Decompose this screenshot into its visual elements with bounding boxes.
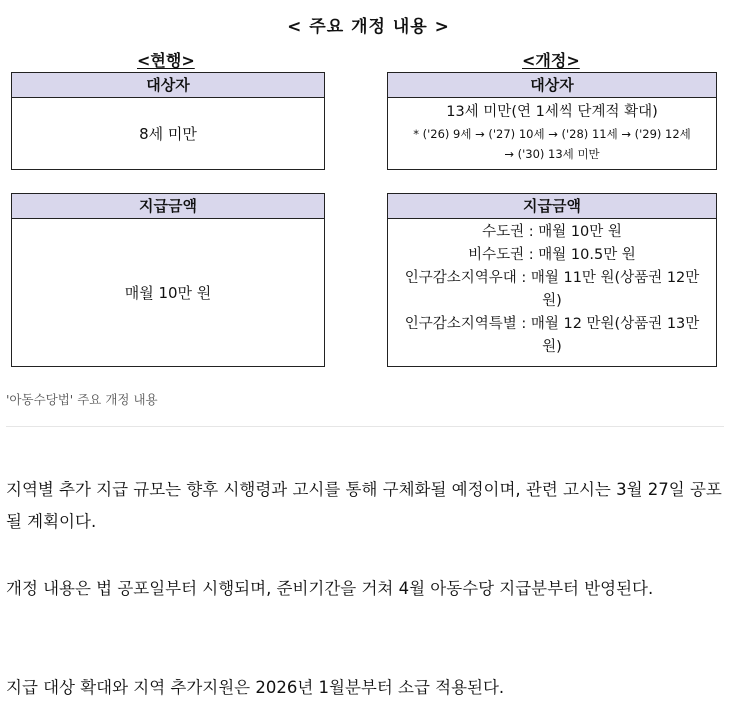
revised-target-note-1: * ('26) 9세 → ('27) 10세 → ('28) 11세 → ('29) 12세	[413, 127, 691, 141]
revised-target-box	[387, 72, 717, 170]
paragraph-1: 지역별 추가 지급 규모는 향후 시행령과 고시를 통해 구체화될 예정이며, 관련 고시는 3월 27일 공포될 계획이다.	[6, 480, 722, 531]
figure-title: < 주요 개정 내용 >	[287, 17, 450, 37]
current-amount-box	[11, 193, 325, 367]
current-amount-value: 매월 10만 원	[124, 284, 212, 302]
revised-amount-body	[388, 219, 716, 366]
current-target-body	[12, 98, 324, 169]
current-amount-body	[12, 219, 324, 366]
current-amount-label: 지급금액	[12, 194, 324, 219]
revised-column-header: <개정>	[522, 51, 580, 70]
paragraph-3: 지급 대상 확대와 지역 추가지원은 2026년 1월분부터 소급 적용된다.	[6, 678, 505, 697]
current-target-box	[11, 72, 325, 170]
divider	[6, 426, 724, 427]
figure-caption: '아동수당법' 주요 개정 내용	[6, 392, 158, 407]
revised-target-note-2: → ('30) 13세 미만	[504, 147, 600, 161]
revised-target-main: 13세 미만(연 1세씩 단계적 확대)	[446, 104, 658, 120]
revised-amount-capital: 수도권 : 매월 10만 원	[482, 224, 622, 240]
current-column-header: <현행>	[137, 51, 195, 70]
revised-amount-depopulation-special: 인구감소지역특별 : 매월 12 만원(상품권 13만 원)	[404, 316, 700, 355]
revised-amount-label: 지급금액	[388, 194, 716, 219]
paragraph-2: 개정 내용은 법 공포일부터 시행되며, 준비기간을 거쳐 4월 아동수당 지급분부터 반영된다.	[6, 579, 654, 598]
current-target-value: 8세 미만	[139, 125, 197, 143]
revised-amount-non-capital: 비수도권 : 매월 10.5만 원	[468, 247, 636, 263]
revised-target-body	[388, 98, 716, 169]
revised-amount-box	[387, 193, 717, 367]
revised-amount-depopulation-preferred: 인구감소지역우대 : 매월 11만 원(상품권 12만 원)	[404, 270, 700, 309]
revised-target-label: 대상자	[388, 73, 716, 98]
current-target-label: 대상자	[12, 73, 324, 98]
